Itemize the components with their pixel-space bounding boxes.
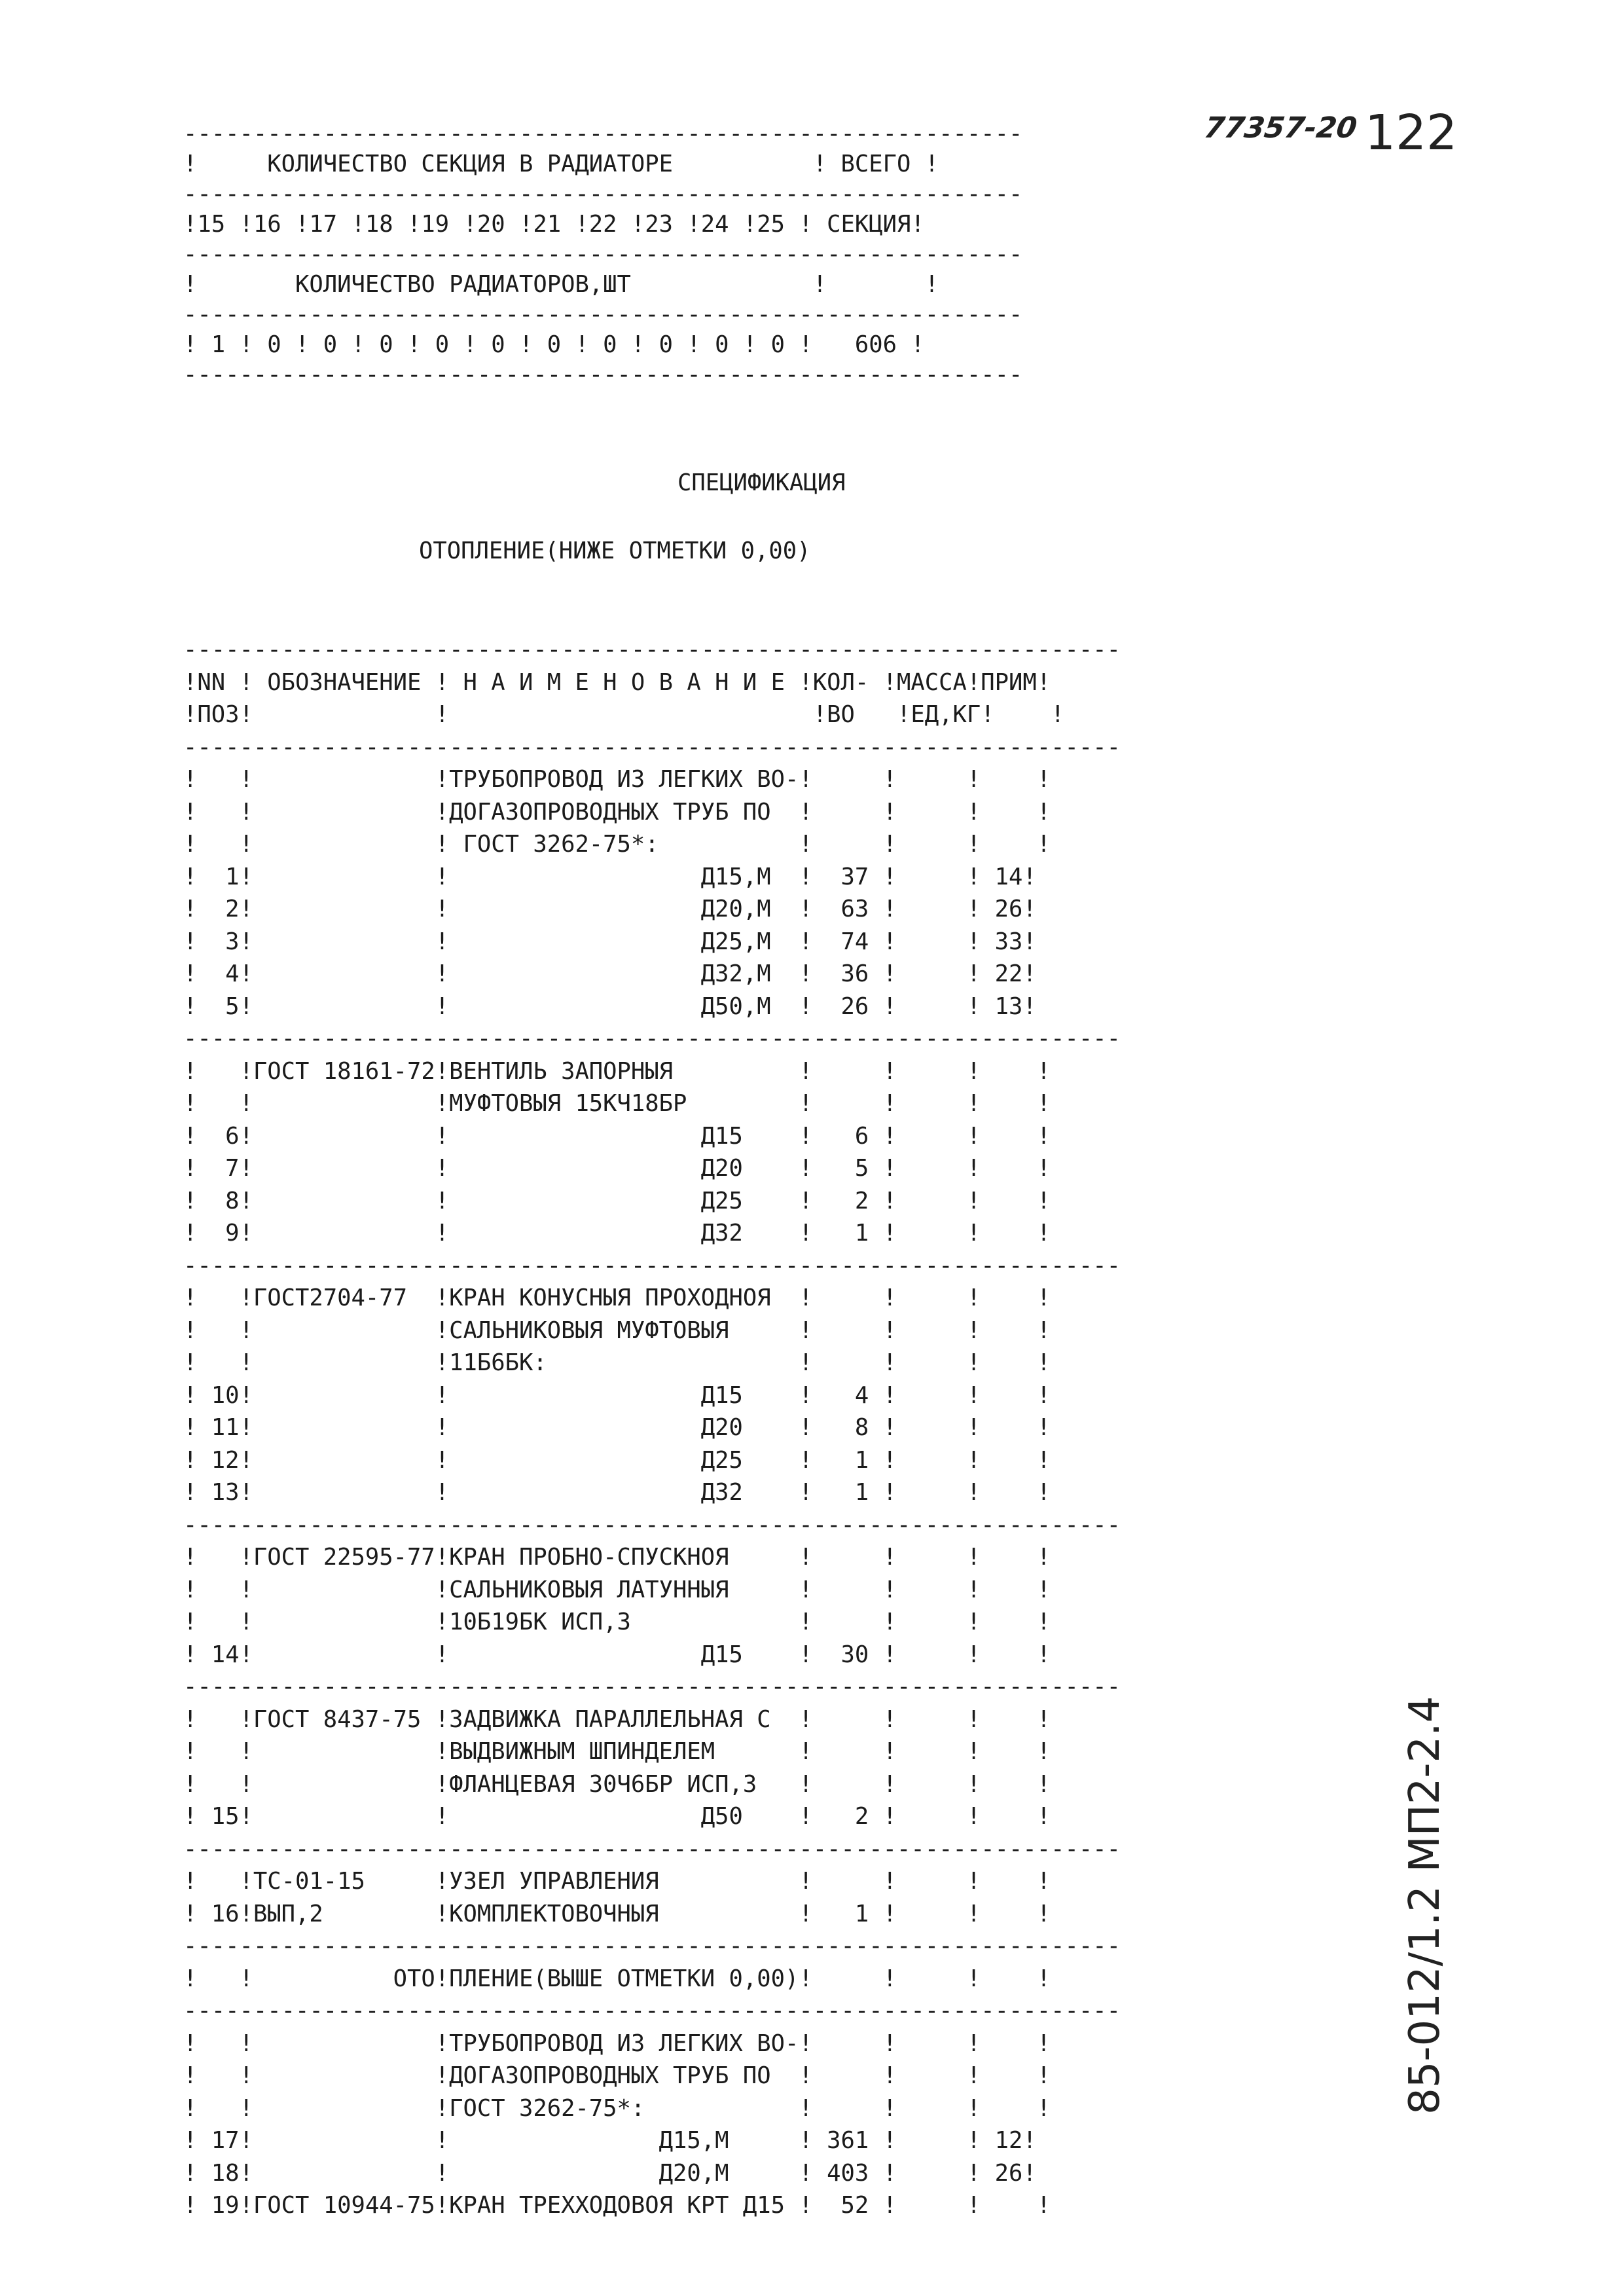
- spec-table-row: ! ! !ВЫДВИЖНЫМ ШПИНДЕЛЕМ ! ! ! !: [183, 1738, 1051, 1765]
- table-rule: -------------------------------------------------------------------: [183, 1997, 1121, 2024]
- spec-table-row: ! ! !ФЛАНЦЕВАЯ 30Ч6БР ИСП,3 ! ! ! !: [183, 1770, 1051, 1798]
- page-number: 122: [1365, 105, 1458, 161]
- spec-table-row: ! ! !ТРУБОПРОВОД ИЗ ЛЕГКИХ ВО-! ! ! !: [183, 2030, 1051, 2057]
- table-rule: ------------------------------------------------------------: [183, 361, 1023, 388]
- spec-table-row: ! ! !10Б19БК ИСП,3 ! ! ! !: [183, 1609, 1051, 1635]
- table-rule: -------------------------------------------------------------------: [183, 733, 1121, 761]
- table-rule: -------------------------------------------------------------------: [183, 1673, 1121, 1700]
- radiator-table-row: ! КОЛИЧЕСТВО СЕКЦИЯ В РАДИАТОРЕ ! ВСЕГО !: [183, 151, 939, 177]
- table-rule: -------------------------------------------------------------------: [183, 636, 1121, 663]
- spec-table-row: ! 13! ! Д32 ! 1 ! ! !: [183, 1479, 1051, 1506]
- spec-title: СПЕЦИФИКАЦИЯ: [677, 469, 846, 496]
- spec-table-row: ! 14! ! Д15 ! 30 ! ! !: [183, 1641, 1051, 1668]
- spec-table-row: ! ! !ТРУБОПРОВОД ИЗ ЛЕГКИХ ВО-! ! ! !: [183, 766, 1051, 793]
- side-document-code: 85-012/1.2 МП2-2.4: [1401, 1696, 1449, 2115]
- spec-table-row: ! 16!ВЫП,2 !КОМПЛЕКТОВОЧНЫЯ ! 1 ! ! !: [183, 1900, 1051, 1927]
- table-rule: -------------------------------------------------------------------: [183, 1933, 1121, 1959]
- spec-table-row: ! ! !11Б6БК: ! ! ! !: [183, 1349, 1051, 1376]
- table-rule: -------------------------------------------------------------------: [183, 1835, 1121, 1863]
- spec-table-row: ! 6! ! Д15 ! 6 ! ! !: [183, 1122, 1051, 1150]
- spec-table-row: ! 9! ! Д32 ! 1 ! ! !: [183, 1220, 1051, 1247]
- spec-table-row: ! ! !МУФТОВЫЯ 15КЧ18БР ! ! ! !: [183, 1090, 1051, 1117]
- spec-table-row: ! 8! ! Д25 ! 2 ! ! !: [183, 1187, 1051, 1214]
- radiator-table-row: ! 1 ! 0 ! 0 ! 0 ! 0 ! 0 ! 0 ! 0 ! 0 ! 0 ! 0 ! 606 !: [183, 331, 925, 358]
- document-number: 77357-20: [1202, 111, 1360, 145]
- spec-table-row: ! ! ! ГОСТ 3262-75*: ! ! ! !: [183, 831, 1051, 858]
- table-rule: ------------------------------------------------------------: [183, 120, 1023, 147]
- spec-table-row: ! 10! ! Д15 ! 4 ! ! !: [183, 1381, 1051, 1409]
- spec-table-row: ! 2! ! Д20,М ! 63 ! ! 26!: [183, 896, 1037, 922]
- table-rule: -------------------------------------------------------------------: [183, 1511, 1121, 1539]
- spec-table-row: !ПОЗ! ! !ВО !ЕД,КГ! !: [183, 701, 1065, 728]
- table-rule: -------------------------------------------------------------------: [183, 1252, 1121, 1279]
- spec-table-row: ! 17! ! Д15,М ! 361 ! ! 12!: [183, 2127, 1037, 2154]
- spec-table-row: ! 15! ! Д50 ! 2 ! ! !: [183, 1803, 1051, 1830]
- table-rule: ------------------------------------------------------------: [183, 241, 1023, 268]
- spec-table-row: ! ! !ГОСТ 3262-75*: ! ! ! !: [183, 2094, 1051, 2122]
- table-rule: ------------------------------------------------------------: [183, 301, 1023, 328]
- spec-table-row: ! !ГОСТ2704-77 !КРАН КОНУСНЫЯ ПРОХОДНОЯ ! ! ! !: [183, 1285, 1051, 1311]
- spec-table-row: ! 12! ! Д25 ! 1 ! ! !: [183, 1446, 1051, 1474]
- spec-table-row: ! !ГОСТ 18161-72!ВЕНТИЛЬ ЗАПОРНЫЯ ! ! ! !: [183, 1057, 1051, 1085]
- table-rule: -------------------------------------------------------------------: [183, 1025, 1121, 1052]
- spec-table-row: ! 4! ! Д32,М ! 36 ! ! 22!: [183, 960, 1037, 987]
- spec-table-row: ! 19!ГОСТ 10944-75!КРАН ТРЕХХОДОВОЯ КРТ Д15 ! 52 ! ! !: [183, 2192, 1051, 2219]
- spec-table-row: ! 1! ! Д15,М ! 37 ! ! 14!: [183, 863, 1037, 890]
- spec-table-row: ! 18! ! Д20,М ! 403 ! ! 26!: [183, 2159, 1037, 2187]
- spec-table-row: ! ! ОТО!ПЛЕНИЕ(ВЫШЕ ОТМЕТКИ 0,00)! ! ! !: [183, 1965, 1051, 1992]
- spec-table-row: ! !ТС-01-15 !УЗЕЛ УПРАВЛЕНИЯ ! ! ! !: [183, 1868, 1051, 1895]
- spec-subtitle: ОТОПЛЕНИЕ(НИЖЕ ОТМЕТКИ 0,00): [419, 538, 811, 564]
- spec-table-row: ! ! !САЛЬНИКОВЫЯ МУФТОВЫЯ ! ! ! !: [183, 1317, 1051, 1344]
- radiator-table-row: ! КОЛИЧЕСТВО РАДИАТОРОВ,ШТ ! !: [183, 271, 939, 298]
- spec-table-row: ! !ГОСТ 8437-75 !ЗАДВИЖКА ПАРАЛЛЕЛЬНАЯ С ! ! ! !: [183, 1705, 1051, 1733]
- spec-table-row: ! 7! ! Д20 ! 5 ! ! !: [183, 1155, 1051, 1182]
- spec-table-row: !NN ! ОБОЗНАЧЕНИЕ ! Н А И М Е Н О В А Н И Е !КОЛ- !МАССА!ПРИМ!: [183, 668, 1051, 696]
- spec-table-row: ! ! !ДОГАЗОПРОВОДНЫХ ТРУБ ПО ! ! ! !: [183, 2062, 1051, 2089]
- spec-table-row: ! ! !ДОГАЗОПРОВОДНЫХ ТРУБ ПО ! ! ! !: [183, 798, 1051, 826]
- spec-table-row: ! 3! ! Д25,М ! 74 ! ! 33!: [183, 928, 1037, 955]
- spec-table-row: ! 11! ! Д20 ! 8 ! ! !: [183, 1414, 1051, 1441]
- spec-table-row: ! 5! ! Д50,М ! 26 ! ! 13!: [183, 993, 1037, 1020]
- spec-table-row: ! !ГОСТ 22595-77!КРАН ПРОБНО-СПУСКНОЯ ! ! ! !: [183, 1544, 1051, 1571]
- table-rule: ------------------------------------------------------------: [183, 181, 1023, 208]
- radiator-table-row: !15 !16 !17 !18 !19 !20 !21 !22 !23 !24 !25 ! СЕКЦИЯ!: [183, 211, 925, 238]
- spec-table-row: ! ! !САЛЬНИКОВЫЯ ЛАТУННЫЯ ! ! ! !: [183, 1576, 1051, 1603]
